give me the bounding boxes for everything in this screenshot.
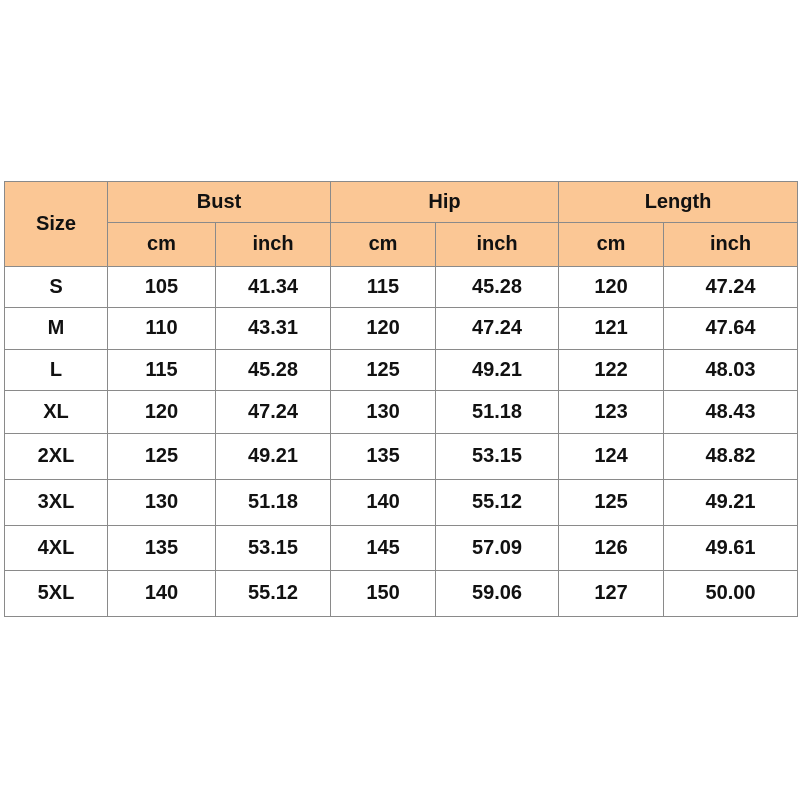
- length-cm-cell: 120: [559, 267, 664, 308]
- table-row: [5, 480, 798, 526]
- table-row: [5, 267, 798, 308]
- length-inch-cell: 49.61: [664, 526, 798, 571]
- hip-cm-cell: 150: [331, 571, 436, 617]
- length-inch-cell: 47.24: [664, 267, 798, 308]
- hip-inch-cell: 45.28: [436, 267, 559, 308]
- length-cm-cell: 126: [559, 526, 664, 571]
- table-row: [5, 350, 798, 391]
- length-group-header: Length: [559, 182, 798, 223]
- bust-cm-cell: 135: [108, 526, 216, 571]
- bust-cm-cell: 120: [108, 391, 216, 434]
- bust-inch-header: inch: [216, 223, 331, 267]
- hip-cm-cell: 145: [331, 526, 436, 571]
- bust-cm-cell: 130: [108, 480, 216, 526]
- bust-inch-cell: 41.34: [216, 267, 331, 308]
- bust-cm-cell: 105: [108, 267, 216, 308]
- bust-inch-cell: 47.24: [216, 391, 331, 434]
- bust-group-header: Bust: [108, 182, 331, 223]
- table-row: [5, 308, 798, 350]
- size-cell: L: [5, 350, 108, 391]
- size-chart-table: [4, 181, 798, 617]
- size-cell: M: [5, 308, 108, 350]
- length-cm-cell: 124: [559, 434, 664, 480]
- length-inch-cell: 48.82: [664, 434, 798, 480]
- bust-inch-cell: 49.21: [216, 434, 331, 480]
- table-header: [5, 182, 798, 267]
- table-row: [5, 526, 798, 571]
- table-row: [5, 434, 798, 480]
- size-cell: 2XL: [5, 434, 108, 480]
- group-header-row: [5, 182, 798, 223]
- hip-group-header: Hip: [331, 182, 559, 223]
- length-inch-header: inch: [664, 223, 798, 267]
- hip-cm-cell: 130: [331, 391, 436, 434]
- hip-inch-cell: 49.21: [436, 350, 559, 391]
- size-cell: 5XL: [5, 571, 108, 617]
- length-inch-cell: 48.03: [664, 350, 798, 391]
- bust-cm-cell: 140: [108, 571, 216, 617]
- size-cell: S: [5, 267, 108, 308]
- length-cm-header: cm: [559, 223, 664, 267]
- bust-inch-cell: 45.28: [216, 350, 331, 391]
- length-cm-cell: 127: [559, 571, 664, 617]
- bust-inch-cell: 43.31: [216, 308, 331, 350]
- hip-inch-cell: 59.06: [436, 571, 559, 617]
- hip-inch-cell: 47.24: [436, 308, 559, 350]
- hip-inch-cell: 55.12: [436, 480, 559, 526]
- hip-cm-cell: 120: [331, 308, 436, 350]
- size-cell: XL: [5, 391, 108, 434]
- table-body: [5, 267, 798, 617]
- length-cm-cell: 123: [559, 391, 664, 434]
- length-inch-cell: 49.21: [664, 480, 798, 526]
- length-cm-cell: 122: [559, 350, 664, 391]
- length-inch-cell: 50.00: [664, 571, 798, 617]
- hip-inch-cell: 53.15: [436, 434, 559, 480]
- table-row: [5, 391, 798, 434]
- bust-cm-header: cm: [108, 223, 216, 267]
- bust-inch-cell: 55.12: [216, 571, 331, 617]
- size-cell: 4XL: [5, 526, 108, 571]
- hip-cm-header: cm: [331, 223, 436, 267]
- bust-cm-cell: 125: [108, 434, 216, 480]
- hip-inch-cell: 57.09: [436, 526, 559, 571]
- hip-inch-cell: 51.18: [436, 391, 559, 434]
- bust-cm-cell: 110: [108, 308, 216, 350]
- length-inch-cell: 48.43: [664, 391, 798, 434]
- hip-cm-cell: 125: [331, 350, 436, 391]
- bust-inch-cell: 51.18: [216, 480, 331, 526]
- bust-inch-cell: 53.15: [216, 526, 331, 571]
- length-cm-cell: 125: [559, 480, 664, 526]
- length-inch-cell: 47.64: [664, 308, 798, 350]
- hip-cm-cell: 135: [331, 434, 436, 480]
- hip-inch-header: inch: [436, 223, 559, 267]
- length-cm-cell: 121: [559, 308, 664, 350]
- hip-cm-cell: 140: [331, 480, 436, 526]
- unit-header-row: [5, 223, 798, 267]
- bust-cm-cell: 115: [108, 350, 216, 391]
- table-row: [5, 571, 798, 617]
- hip-cm-cell: 115: [331, 267, 436, 308]
- size-column-header: Size: [5, 182, 108, 267]
- size-cell: 3XL: [5, 480, 108, 526]
